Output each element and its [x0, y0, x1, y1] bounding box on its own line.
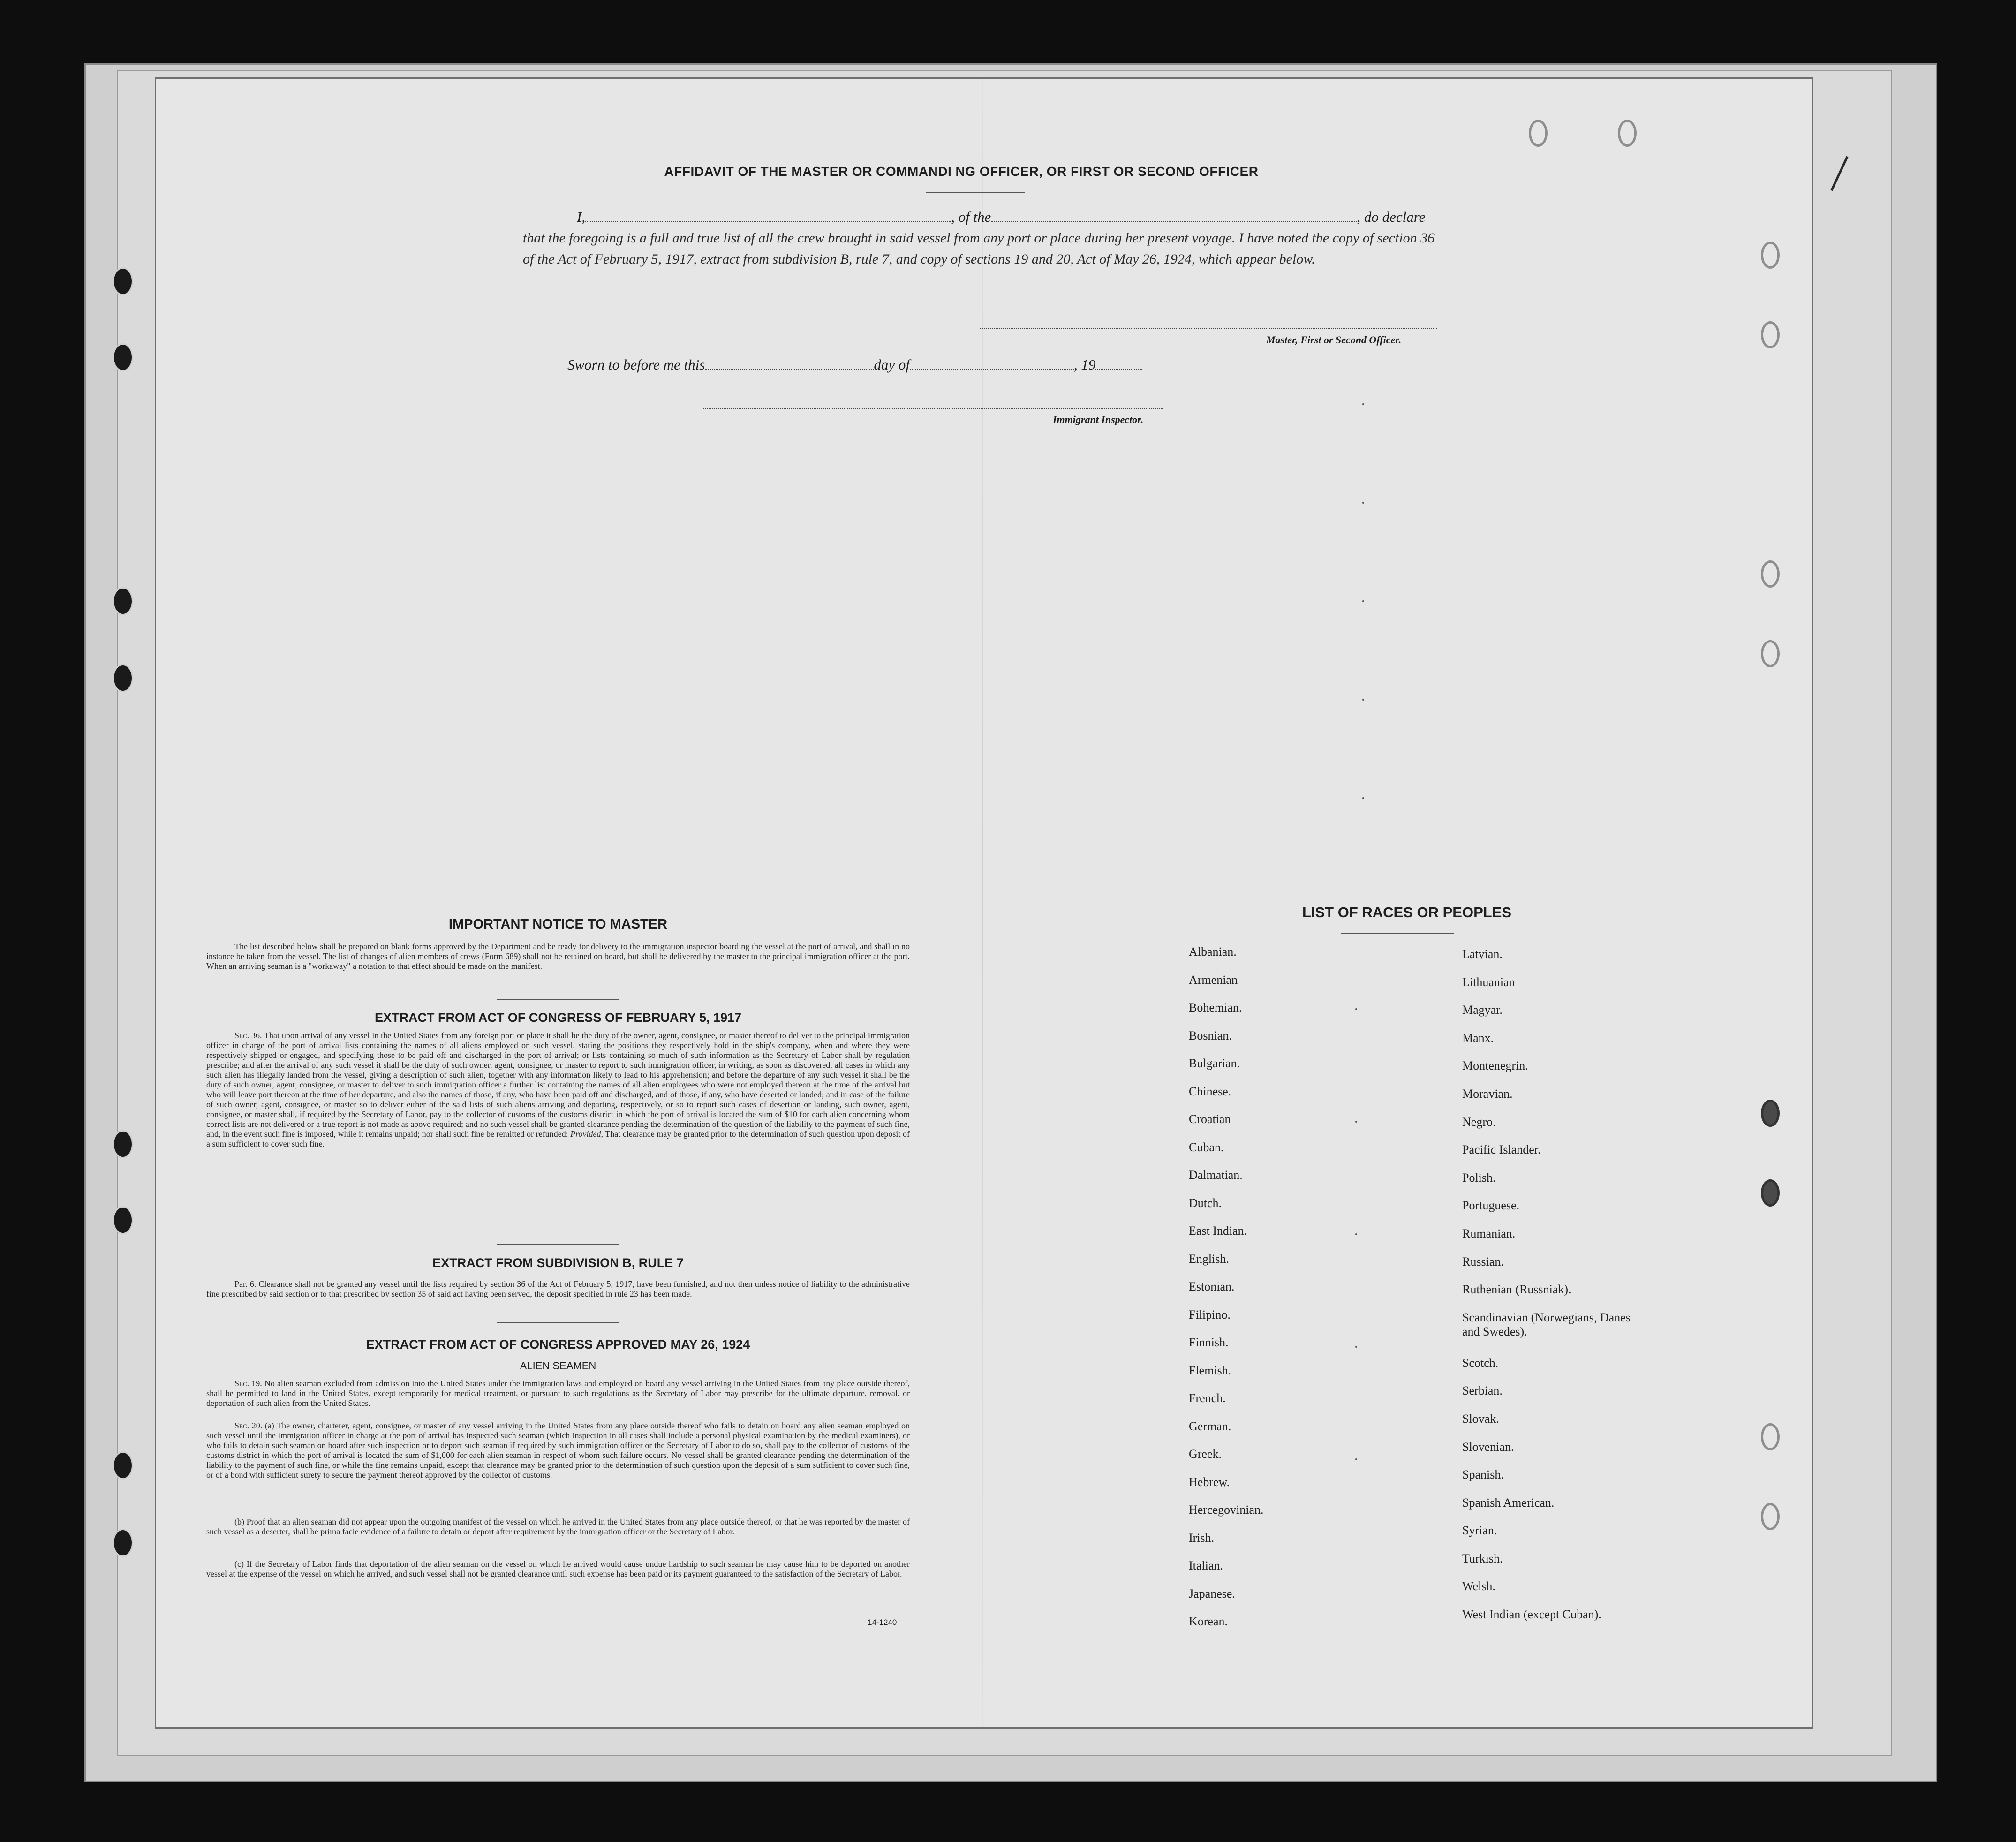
- race-item: Slovenian.: [1462, 1440, 1514, 1454]
- sworn-month-blank[interactable]: [910, 357, 1074, 370]
- provided-word: Provided,: [570, 1129, 603, 1139]
- day-of-label: day of: [874, 356, 910, 373]
- race-item: Spanish American.: [1462, 1495, 1555, 1510]
- ring-hole-right-2: [1761, 321, 1780, 348]
- punch-hole-left-5: [113, 1130, 133, 1158]
- race-item: Portuguese.: [1462, 1199, 1520, 1213]
- section-36-body: That upon arrival of any vessel in the United States from any foreign port or place it shall be the duty of the owner, agent, consignee, or master thereof to deliver to the principal immigration officer in charge of the port of arrival lists containing the names of all aliens employed on such vessel, stating the positions they respectively hold in the ship's company, when and where they were respectively shipped or engaged, and specifying those to be paid off and discharged in the port of arrival; or lists containing so much of such information as the Secretary of Labor shall by regulation prescribe; and after the arrival of any such vessel it shall be the duty of such owner, agent, consignee, or master to report to such immigration officer, in writing, as soon as discovered, all cases in which any such alien has illegally landed from the vessel, giving a description of such alien, together with any information likely to lead to his apprehension; and before the departure of any such vessel it shall be the duty of such owner, agent, consignee, or master to deliver to such immigration officer a further list containing the names of all alien employees who were not employed thereon at the time of the arrival but who will leave port thereon at the time of her departure, and also the names of those, if any, who have been paid off and discharged, and of those, if any, who have deserted or landed; and in case of the failure of such owner, agent, consignee, or master so to deliver either of the said lists of such aliens arriving and departing, respectively, or so to report such cases of desertion or landing, such owner, agent, consignee, or master shall, if required by the Secretary of Labor, pay to the collector of customs of the customs district in which the port of arrival is located the sum of $10 for each alien concerning whom correct lists are not delivered or a true report is not made as above required; and no such vessel shall be granted clearance pending the determination of the question of the liability to the payment of such fine, and, in the event such fine is imposed, while it remains unpaid; nor shall such fine be remitted or refunded:: [206, 1031, 910, 1139]
- race-item: Flemish.: [1189, 1363, 1231, 1377]
- affidavit-declaration-line: [577, 209, 1425, 226]
- section-20b-text: (b) Proof that an alien seaman did not appear upon the outgoing manifest of the vessel on which he arrived in the United States from any place outside thereof, or that he was reported by the master of such vessel as a deserter, shall be prima facie evidence of a failure to detain or deport after requirement by the immigration officer or the Secretary of Labor.: [206, 1517, 910, 1536]
- ring-hole-right-1: [1761, 242, 1780, 269]
- race-item: Manx.: [1462, 1031, 1494, 1045]
- race-item: Hebrew.: [1189, 1475, 1230, 1489]
- race-item: East Indian.: [1189, 1224, 1247, 1238]
- ring-hole-right-7: [1761, 1423, 1780, 1450]
- section-19-label: Sec. 19.: [234, 1379, 262, 1388]
- guide-dot: [1355, 1008, 1357, 1010]
- guide-dot: [1362, 502, 1364, 504]
- year-prefix-label: , 19: [1073, 356, 1096, 373]
- guide-dot: [1355, 1458, 1357, 1460]
- race-item: Russian.: [1462, 1254, 1504, 1268]
- race-item: Greek.: [1189, 1447, 1222, 1461]
- race-item: Magyar.: [1462, 1003, 1503, 1017]
- race-item: Polish.: [1462, 1170, 1496, 1185]
- ring-hole-right-6: [1761, 1179, 1780, 1207]
- punch-hole-left-2: [113, 343, 133, 371]
- section-19-body: No alien seaman excluded from admission into the United States under the immigration laws and employed on board any vessel arriving in the United States from any place outside thereof, shall be permitted to land in the United States, except temporarily for medical treatment, or pursuant to such regulations as the Secretary of Labor may prescribe for the ultimate departure, removal, or deportation of such alien from the United States.: [206, 1379, 910, 1408]
- races-title: LIST OF RACES OR PEOPLES: [1302, 904, 1512, 921]
- ring-hole-top-1: [1529, 120, 1548, 147]
- race-item: English.: [1189, 1252, 1229, 1266]
- race-item: French.: [1189, 1391, 1226, 1405]
- sworn-year-blank[interactable]: [1095, 357, 1142, 370]
- guide-dot: [1355, 1233, 1357, 1235]
- race-item: Japanese.: [1189, 1586, 1235, 1600]
- name-blank[interactable]: [585, 210, 951, 222]
- race-item: Welsh.: [1462, 1579, 1495, 1593]
- race-item: Lithuanian: [1462, 975, 1515, 989]
- sworn-day-blank[interactable]: [705, 357, 874, 370]
- inspector-signature-caption: Immigrant Inspector.: [1053, 414, 1144, 425]
- sworn-line: [567, 356, 1142, 373]
- race-item: Pacific Islander.: [1462, 1143, 1541, 1157]
- alien-seamen-subtitle: ALIEN SEAMEN: [520, 1360, 596, 1372]
- ring-hole-top-2: [1618, 120, 1637, 147]
- race-item: Hercegovinian.: [1189, 1503, 1264, 1517]
- ring-hole-right-5: [1761, 1100, 1780, 1127]
- master-signature-caption: Master, First or Second Officer.: [1266, 334, 1402, 346]
- punch-hole-left-8: [113, 1529, 133, 1557]
- guide-dot: [1362, 699, 1364, 701]
- notice-title: IMPORTANT NOTICE TO MASTER: [448, 917, 668, 932]
- race-item: Irish.: [1189, 1531, 1215, 1545]
- punch-hole-left-1: [113, 267, 133, 295]
- subdivision-b-text: Par. 6. Clearance shall not be granted any vessel until the lists required by section 36 of the Act of February 5, 1917, have been furnished, and not then unless notice of liability to the administrative fine prescribed by said section or to that prescribed by section 35 of said act having been served, the deposit specified in rule 23 has been made.: [206, 1279, 910, 1298]
- race-item: Scotch.: [1462, 1356, 1499, 1370]
- race-item: German.: [1189, 1419, 1231, 1433]
- section-19-text: [206, 1379, 910, 1408]
- extract-1924-title: EXTRACT FROM ACT OF CONGRESS APPROVED MAY 26, 1924: [366, 1337, 750, 1351]
- race-item: Slovak.: [1462, 1412, 1499, 1426]
- race-item: Serbian.: [1462, 1384, 1503, 1398]
- race-item: Bosnian.: [1189, 1028, 1232, 1042]
- race-item: Filipino.: [1189, 1307, 1231, 1321]
- section-20a-text: [206, 1421, 910, 1480]
- race-item: Negro.: [1462, 1115, 1496, 1129]
- guide-dot: [1355, 1121, 1357, 1123]
- section-20a-body: (a) The owner, charterer, agent, consignee, or master of any vessel arriving in the United States from any place outside thereof who fails to detain on board any alien seaman employed on such vessel until the immigration officer in charge at the port of arrival has inspected such seaman (which inspection in all cases shall include a personal physical examination by the medical examiners), or who fails to detain such seaman on board after such inspection or to deport such seaman if required by such immigration officer or the Secretary of Labor to do so, shall pay to the collector of customs of the customs district in which the port of arrival is located the sum of $1,000 for each alien seaman in respect of whom such failure occurs. No vessel shall be granted clearance pending the determination of the liability to the payment of such fine, or while the fine remains unpaid, except that clearance may be granted prior to the determination of such question upon the deposit of a sum sufficient to cover such fine, or of a bond with sufficient surety to secure the payment thereof approved by the collector of customs.: [206, 1421, 910, 1480]
- punch-hole-left-6: [113, 1206, 133, 1234]
- guide-dot: [1362, 797, 1364, 799]
- race-item: Rumanian.: [1462, 1226, 1516, 1240]
- ring-hole-right-8: [1761, 1503, 1780, 1530]
- subdivision-b-title: EXTRACT FROM SUBDIVISION B, RULE 7: [432, 1256, 684, 1270]
- race-item: Montenegrin.: [1462, 1059, 1528, 1073]
- guide-dot: [1355, 1346, 1357, 1348]
- race-item: Bulgarian.: [1189, 1057, 1240, 1070]
- race-item: Turkish.: [1462, 1551, 1503, 1565]
- race-item: Finnish.: [1189, 1336, 1229, 1349]
- affidavit-title: AFFIDAVIT OF THE MASTER OR COMMANDI NG OFFICER, OR FIRST OR SECOND OFFICER: [664, 164, 1259, 179]
- race-item: Croatian: [1189, 1112, 1231, 1126]
- title-divider: [926, 192, 1025, 193]
- race-item: Latvian.: [1462, 947, 1503, 961]
- race-item: Albanian.: [1189, 945, 1237, 959]
- race-item: Dalmatian.: [1189, 1168, 1243, 1182]
- punch-hole-left-4: [113, 664, 133, 692]
- of-the-label: , of the: [951, 209, 991, 225]
- ring-hole-right-3: [1761, 560, 1780, 588]
- race-item: West Indian (except Cuban).: [1462, 1608, 1601, 1622]
- sworn-label: Sworn to before me this: [567, 356, 705, 373]
- section-36-end: That clearance may be granted prior to the determination of such question upon deposit of a sum sufficient to cover such fine.: [206, 1129, 910, 1148]
- race-item: Bohemian.: [1189, 1001, 1242, 1014]
- ring-hole-right-4: [1761, 640, 1780, 667]
- notice-divider: [497, 999, 619, 1000]
- race-item: Cuban.: [1189, 1140, 1224, 1154]
- race-item: Chinese.: [1189, 1084, 1231, 1098]
- master-signature-line[interactable]: [980, 328, 1437, 329]
- punch-hole-left-3: [113, 587, 133, 615]
- i-label: I,: [577, 209, 586, 225]
- race-item: Italian.: [1189, 1559, 1223, 1572]
- race-item: Scandinavian (Norwegians, Danes and Swedes).: [1462, 1310, 1631, 1338]
- notice-text: The list described below shall be prepared on blank forms approved by the Department and be ready for delivery to the immigration inspector boarding the vessel at the port of arrival, and shall in no instance be taken from the vessel. The list of changes of alien members of crews (Form 689) shall not be retained on board, but shall be delivered by the master to the principal immigration officer at the port. When an arriving seaman is a "workaway" a notation to that effect should be made on the manifest.: [206, 942, 910, 971]
- form-number: 14-1240: [868, 1618, 897, 1627]
- extract-divider-1: [497, 1244, 619, 1245]
- race-item: Korean.: [1189, 1615, 1228, 1628]
- section-36-label: Sec. 36.: [234, 1031, 262, 1040]
- race-item: Moravian.: [1462, 1087, 1513, 1101]
- race-item: Ruthenian (Russniak).: [1462, 1283, 1571, 1297]
- inspector-signature-line[interactable]: [703, 408, 1163, 409]
- guide-dot: [1362, 403, 1364, 405]
- races-divider: [1341, 933, 1454, 934]
- race-item: Armenian: [1189, 973, 1238, 987]
- race-item: Dutch.: [1189, 1196, 1222, 1210]
- race-item: Estonian.: [1189, 1280, 1235, 1293]
- section-20c-text: (c) If the Secretary of Labor finds that deportation of the alien seaman on the vessel on which he arrived would cause undue hardship to such seaman he may cause him to be deported on another vessel at the expense of the vessel on which he arrived, and such vessel shall not be granted clearance until such expense has been paid or its payment guaranteed to the satisfaction of the Secretary of Labor.: [206, 1559, 910, 1578]
- races-right-column: [1462, 947, 1631, 1636]
- extract-divider-2: [497, 1322, 619, 1323]
- punch-hole-left-7: [113, 1451, 133, 1480]
- section-20-label: Sec. 20.: [234, 1421, 263, 1430]
- section-36-text: [206, 1031, 910, 1149]
- do-declare-label: , do declare: [1357, 209, 1426, 225]
- race-item: Spanish.: [1462, 1468, 1504, 1482]
- extract-1917-title: EXTRACT FROM ACT OF CONGRESS OF FEBRUARY 5, 1917: [374, 1011, 742, 1025]
- guide-dot: [1362, 600, 1364, 602]
- vessel-blank[interactable]: [991, 210, 1357, 222]
- affidavit-body: that the foregoing is a full and true list of all the crew brought in said vessel from any port or place during her present voyage. I have noted the copy of section 36 of the Act of February 5, 1917, extract from subdivision B, rule 7, and copy of sections 19 and 20, Act of May 26, 1924, which appear below.: [523, 230, 1435, 267]
- race-item: Syrian.: [1462, 1524, 1497, 1538]
- center-fold: [982, 79, 983, 1727]
- races-left-column: [1189, 945, 1264, 1643]
